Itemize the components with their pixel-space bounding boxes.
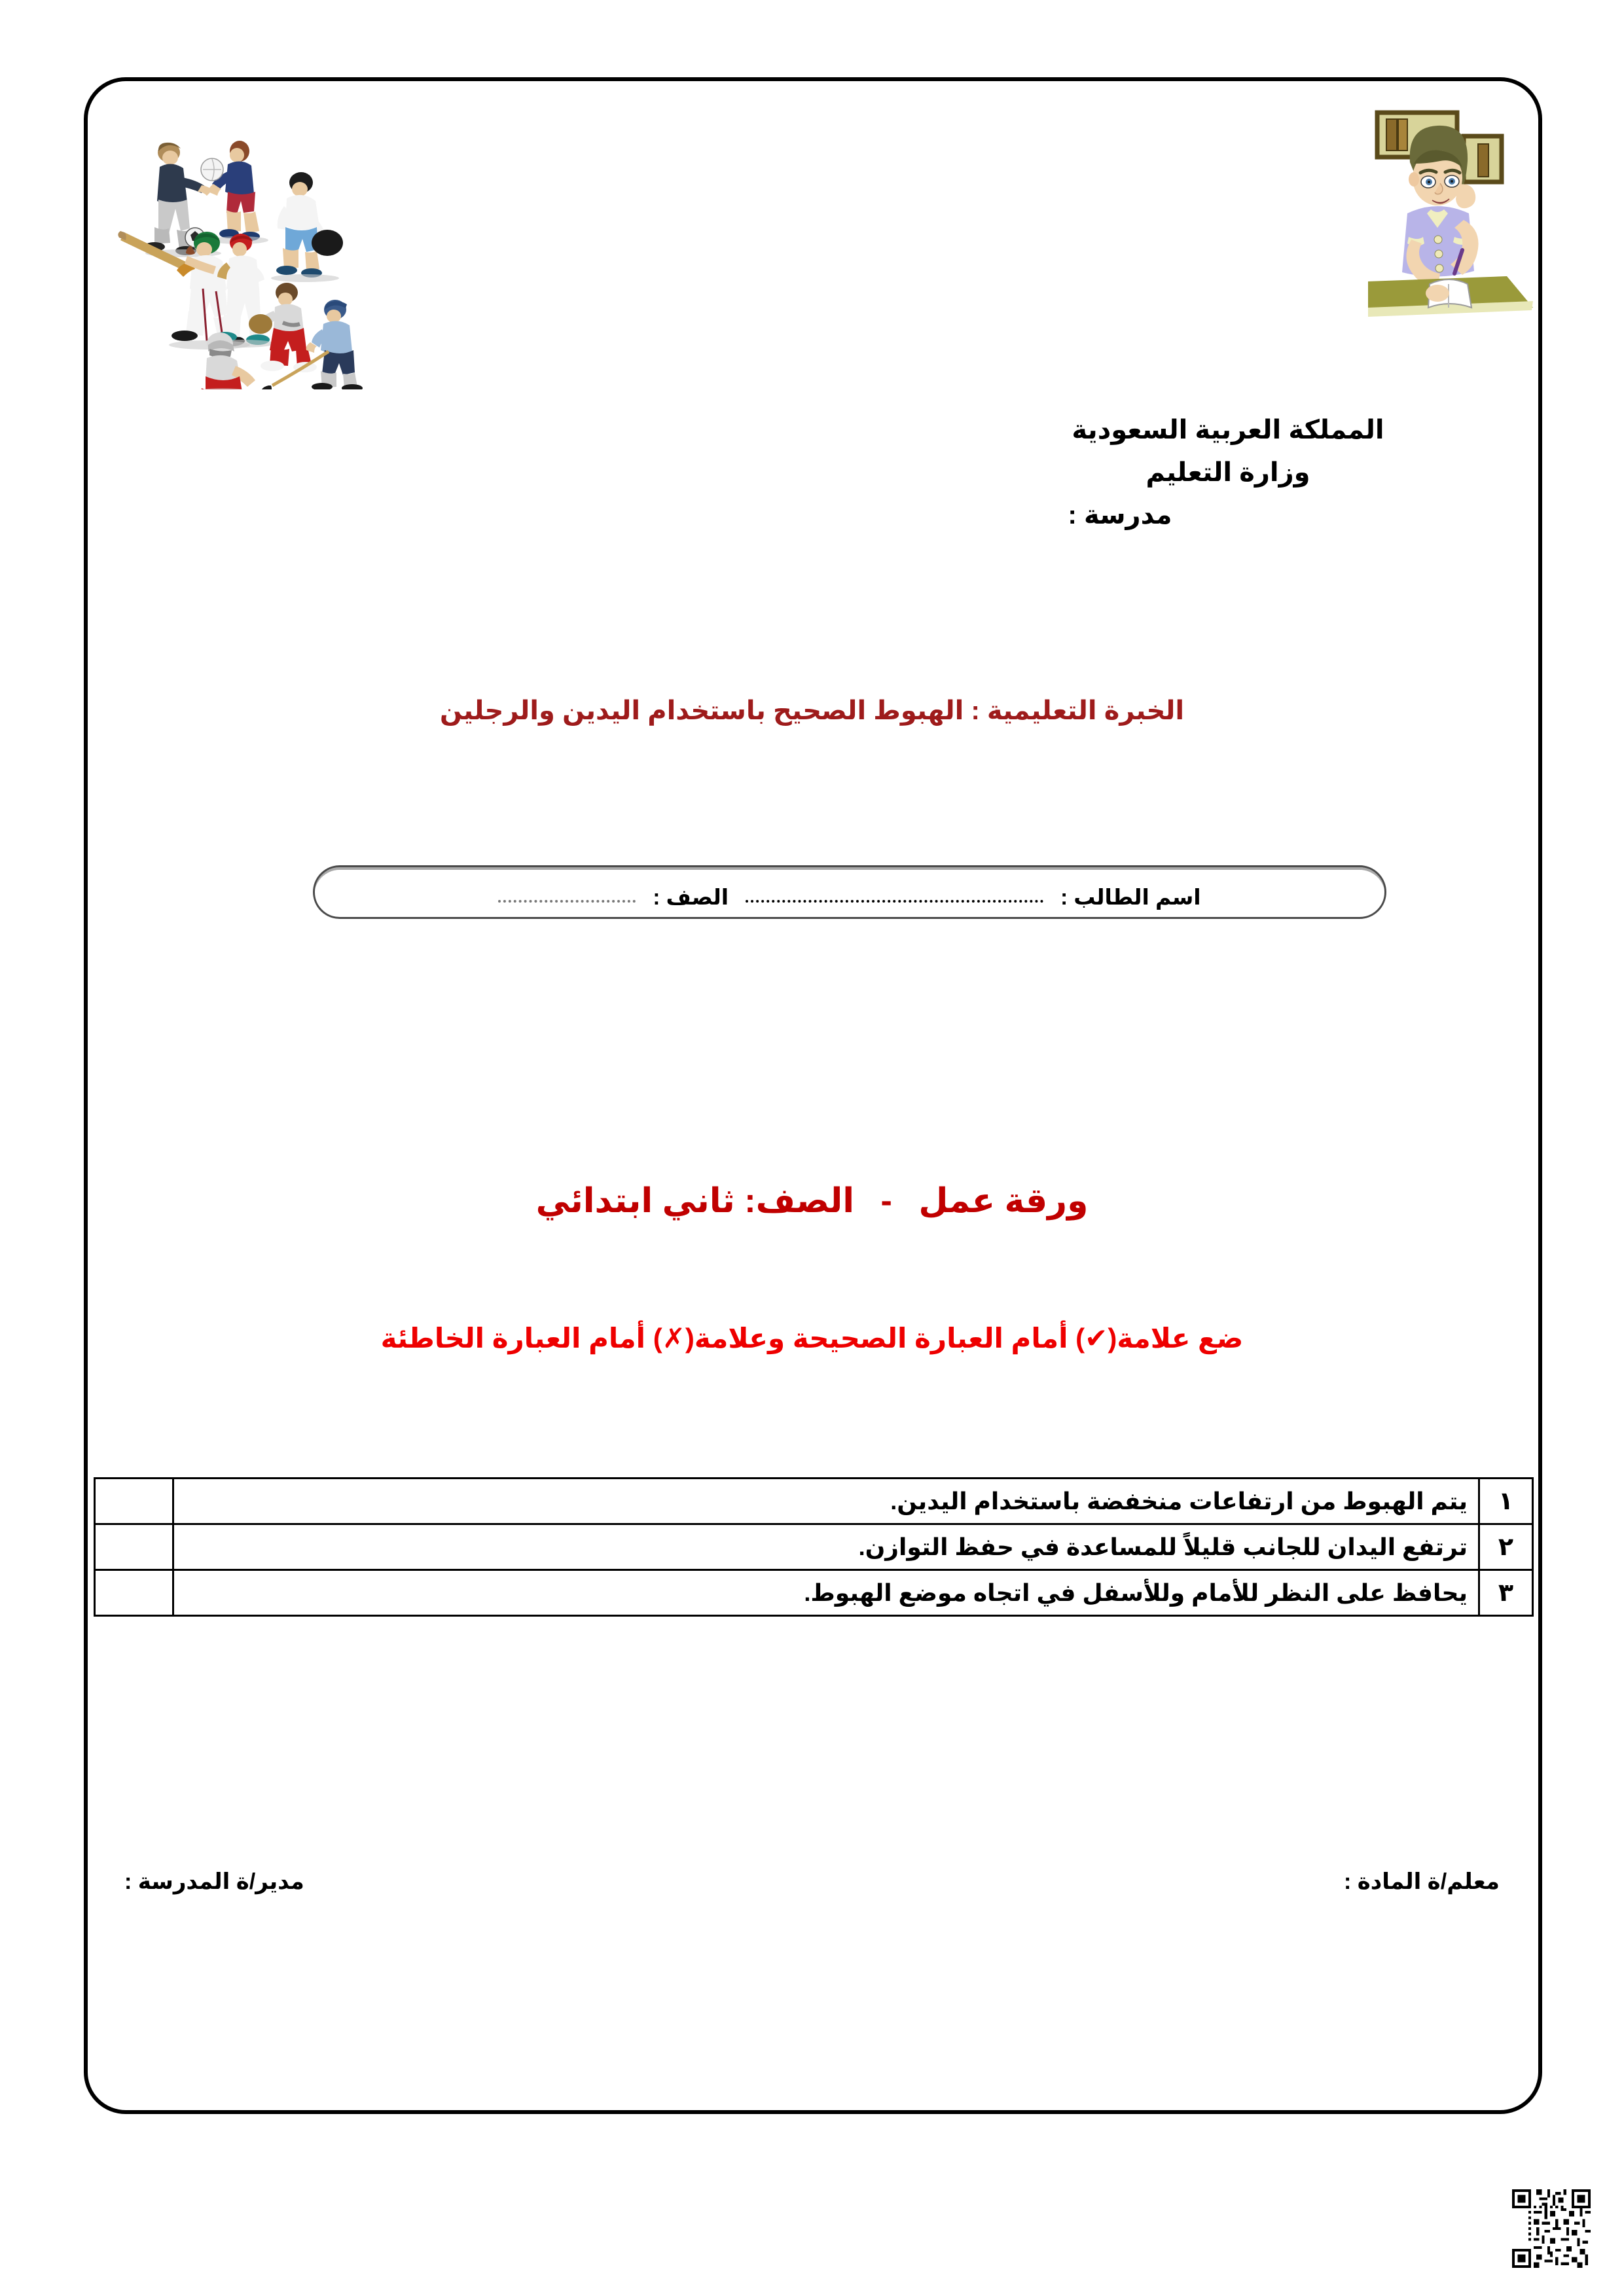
- table-row: [95, 1479, 1533, 1524]
- statements-table-body: [95, 1479, 1533, 1616]
- row-answer-cell[interactable]: [95, 1524, 173, 1570]
- educational-experience-line: الخبرة التعليمية : الهبوط الصحيح باستخدام اليدين والرجلين: [439, 696, 1185, 725]
- worksheet-title: [0, 1181, 1624, 1221]
- class-input[interactable]: [498, 891, 636, 903]
- row-number: ٢: [1479, 1524, 1533, 1570]
- school-label: مدرسة :: [1068, 500, 1172, 529]
- instruction-line: ضع علامة(✔) أمام العبارة الصحيحة وعلامة(✗) أمام العبارة الخاطئة: [380, 1323, 1244, 1354]
- row-answer-cell[interactable]: [95, 1479, 173, 1524]
- title-separator: -: [880, 1182, 892, 1220]
- table-row: [95, 1570, 1533, 1616]
- ministry-name: وزارة التعليم: [1146, 457, 1310, 487]
- worksheet-title-main: ورقة عمل: [918, 1182, 1089, 1220]
- sports-athletes-collage-image: [111, 115, 373, 389]
- footer-signatures: [124, 1869, 1500, 1895]
- row-number: ١: [1479, 1479, 1533, 1524]
- row-statement: يحافظ على النظر للأمام وللأسفل في اتجاه موضع الهبوط.: [173, 1570, 1479, 1616]
- table-row: [95, 1524, 1533, 1570]
- qr-code: [1512, 2189, 1591, 2268]
- boy-studying-at-desk-image: [1339, 85, 1536, 321]
- row-statement: ترتفع اليدان للجانب قليلاً للمساعدة في حفظ التوازن.: [173, 1524, 1479, 1570]
- row-number: ٣: [1479, 1570, 1533, 1616]
- class-label: الصف :: [653, 884, 729, 909]
- principal-signature-label: مدير/ة المدرسة :: [124, 1869, 304, 1894]
- worksheet-title-class: الصف: ثاني ابتدائي: [535, 1182, 855, 1220]
- row-statement: يتم الهبوط من ارتفاعات منخفضة باستخدام اليدين.: [173, 1479, 1479, 1524]
- teacher-signature-label: معلم/ة المادة :: [1343, 1869, 1500, 1894]
- student-name-label: اسم الطالب :: [1060, 884, 1201, 909]
- student-name-input[interactable]: [746, 891, 1043, 903]
- student-info-box: [313, 865, 1386, 919]
- row-answer-cell[interactable]: [95, 1570, 173, 1616]
- ministry-header: [933, 409, 1523, 536]
- country-name: المملكة العربية السعودية: [1072, 416, 1384, 444]
- statements-table: [94, 1477, 1534, 1617]
